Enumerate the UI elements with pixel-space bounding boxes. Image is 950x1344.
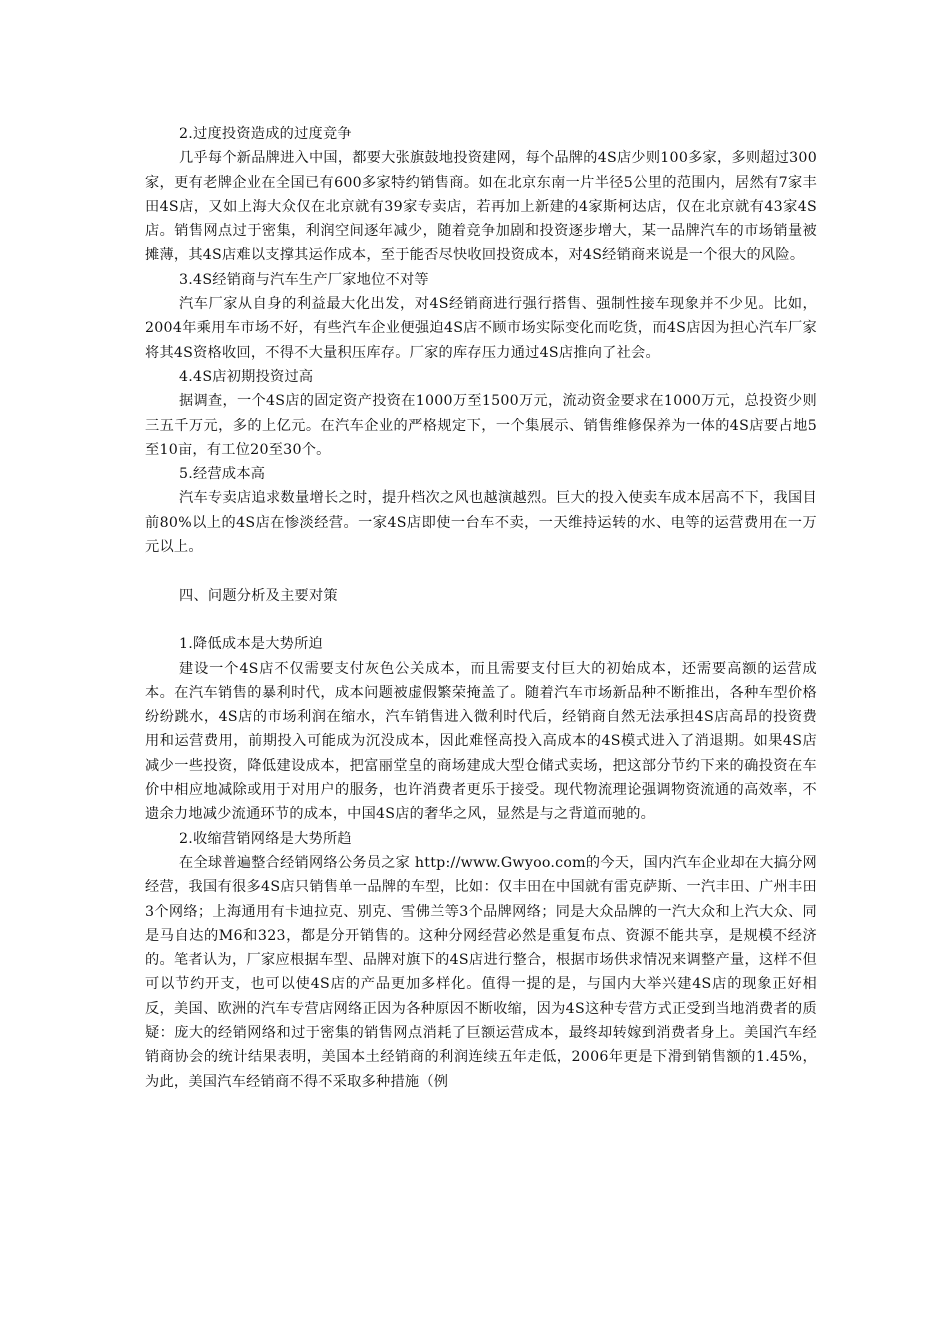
section-heading-high-operating-cost: 5.经营成本高 <box>179 466 266 483</box>
section-heading-high-investment: 4.4S店初期投资过高 <box>179 368 314 385</box>
section-heading-excessive-competition: 2.过度投资造成的过度竞争 <box>179 126 352 142</box>
paragraph-high-operating-cost: 汽车专卖店追求数量增长之时，提升档次之风也越演越烈。巨大的投入使卖车成本居高不下，我国目前80%以上的4S店在惨淡经营。一家4S店即使一台车不卖，一天维持运转的水、电等的运营费用在一万元以上。 <box>145 490 817 556</box>
paragraph-shrink-network: 在全球普遍整合经销网络公务员之家 http://www.Gwyoo.com的今天，国内汽车企业却在大搞分网经营，我国有很多4S店只销售单一品牌的车型，比如：仅丰田在中国就有雷克萨斯、一汽丰田、广州丰田3个网络；上海通用有卡迪拉克、别克、雪佛兰等3个品牌网络；同是大众品牌的一汽大众和上汽大众、同是马自达的M6和323，都是分开销售的。这种分网经营必然是重复布点、资源不能共享，是规模不经济的。笔者认为，厂家应根据车型、品牌对旗下的4S店进行整合，根据市场供求情况来调整产量，这样不但可以节约开支，也可以使4S店的产品更加多样化。值得一提的是，与国内大举兴建4S店的现象正好相反，美国、欧洲的汽车专营店网络正因为各种原因不断收缩，因为4S这种专营方式正受到当地消费者的质疑：庞大的经销网络和过于密集的销售网点消耗了巨额运营成本，最终却转嫁到消费者身上。美国汽车经销商协会的统计结果表明，美国本土经销商的利润连续五年走低，2006年更是下滑到销售额的1.45%，为此，美国汽车经销商不得不采取多种措施（例 <box>145 854 817 1090</box>
paragraph-reduce-cost: 建设一个4S店不仅需要支付灰色公关成本，而且需要支付巨大的初始成本，还需要高额的运营成本。在汽车销售的暴利时代，成本问题被虚假繁荣掩盖了。随着汽车市场新品种不断推出，各种车型价格纷纷跳水，4S店的市场利润在缩水，汽车销售进入微利时代后，经销商自然无法承担4S店高昂的投资费用和运营费用，前期投入可能成为沉没成本，因此难怪高投入高成本的4S模式进入了消退期。如果4S店减少一些投资，降低建设成本，把富丽堂皇的商场建成大型仓储式卖场，把这部分节约下来的确投资在车价中相应地减除或用于对用户的服务，也许消费者更乐于接受。现代物流理论强调物资流通的高效率，不遗余力地减少流通环节的成本，中国4S店的奢华之风，显然是与之背道而驰的。 <box>145 660 817 823</box>
blank-line <box>145 559 817 583</box>
section-heading-shrink-network: 2.收缩营销网络是大势所趋 <box>179 830 352 847</box>
section-heading-reduce-cost: 1.降低成本是大势所迫 <box>179 636 323 653</box>
paragraph-high-investment: 据调查，一个4S店的固定资产投资在1000万至1500万元，流动资金要求在1000万元，总投资少则三五千万元，多的上亿元。在汽车企业的严格规定下，一个集展示、销售维修保养为一体的4S店要占地5至10亩，有工位20至30个。 <box>145 393 817 458</box>
document-page <box>145 122 817 1094</box>
section-heading-unequal-status: 3.4S经销商与汽车生产厂家地位不对等 <box>179 271 429 288</box>
paragraph-excessive-competition: 几乎每个新品牌进入中国，都要大张旗鼓地投资建网，每个品牌的4S店少则100多家，多则超过300家，更有老牌企业在全国已有600多家特约销售商。如在北京东南一片半径5公里的范围内，居然有7家丰田4S店，又如上海大众仅在北京就有39家专卖店，若再加上新建的4家斯柯达店，仅在北京就有43家4S店。销售网点过于密集，利润空间逐年减少，随着竞争加剧和投资逐步增大，某一品牌汽车的市场销量被摊薄，其4S店难以支撑其运作成本，至于能否尽快收回投资成本，对4S经销商来说是一个很大的风险。 <box>145 150 817 264</box>
paragraph-unequal-status: 汽车厂家从自身的利益最大化出发，对4S经销商进行强行搭售、强制性接车现象并不少见。比如，2004年乘用车市场不好，有些汽车企业便强迫4S店不顾市场实际变化而吃货，而4S店因为担心汽车厂家将其4S资格收回，不得不大量积压库存。厂家的库存压力通过4S店推向了社会。 <box>145 296 817 361</box>
part-heading-analysis-and-countermeasures: 四、问题分析及主要对策 <box>179 587 338 604</box>
blank-line <box>145 608 817 632</box>
